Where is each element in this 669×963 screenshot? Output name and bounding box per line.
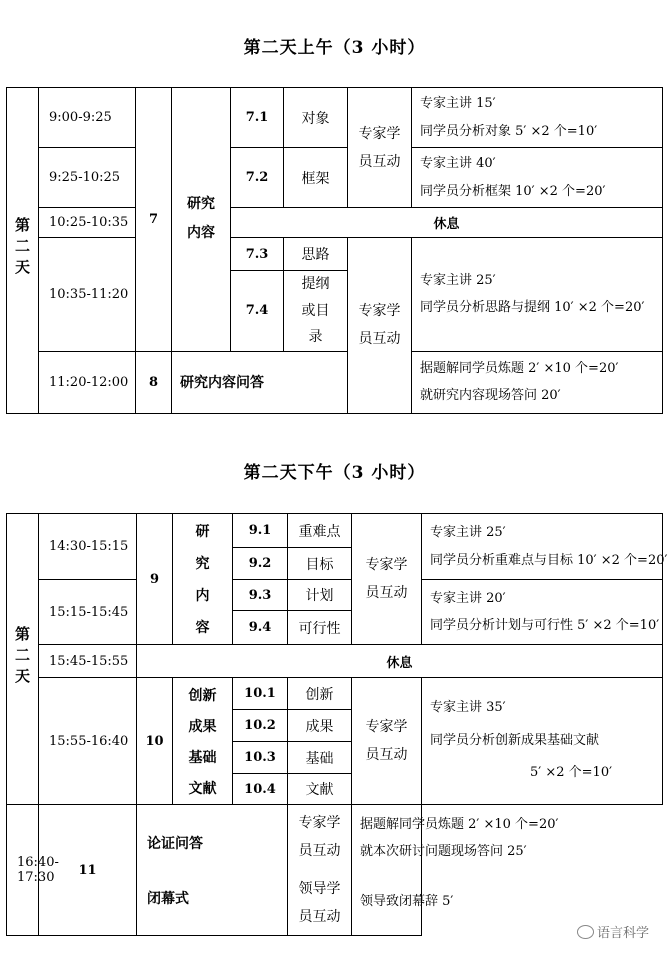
- session-topic: 论证问答 闭幕式: [137, 805, 288, 936]
- chat-bubble-icon: [577, 925, 594, 939]
- break-row: 休息: [231, 208, 663, 238]
- item-label: 计划: [288, 580, 352, 611]
- time-slot: 10:35-11:20: [39, 238, 136, 352]
- time-slot: 15:55-16:40: [39, 678, 137, 805]
- time-slot: 9:00-9:25: [39, 88, 136, 148]
- item-label: 基础: [288, 742, 352, 774]
- notes-cell: 据题解同学员炼题 2′ ×10 个=20′ 就研究内容现场答问 20′: [412, 351, 663, 413]
- session-number: 8: [136, 351, 172, 413]
- item-number: 9.3: [233, 580, 288, 611]
- mode-cell: 专家学员互动: [348, 88, 412, 208]
- item-number: 9.2: [233, 548, 288, 580]
- item-number: 7.2: [231, 148, 284, 208]
- item-label: 创新: [288, 678, 352, 710]
- session-topic: 研究 内容: [172, 88, 231, 352]
- notes-cell: 专家主讲 15′ 同学员分析对象 5′ ×2 个=10′: [412, 88, 663, 148]
- item-number: 9.1: [233, 514, 288, 548]
- item-label: 重难点: [288, 514, 352, 548]
- notes-cell: 专家主讲 20′ 同学员分析计划与可行性 5′ ×2 个=10′: [422, 580, 663, 645]
- session-number: 10: [137, 678, 173, 805]
- item-label: 提纲或目录: [284, 271, 348, 352]
- watermark: 语言科学: [577, 922, 649, 941]
- session-number: 11: [39, 805, 137, 936]
- time-slot: 10:25-10:35: [39, 208, 136, 238]
- time-slot: 16:40-17:30: [7, 805, 39, 936]
- time-slot: 15:15-15:45: [39, 580, 137, 645]
- item-label: 目标: [288, 548, 352, 580]
- time-slot: 11:20-12:00: [39, 351, 136, 413]
- item-label: 成果: [288, 710, 352, 742]
- item-number: 9.4: [233, 611, 288, 645]
- afternoon-schedule-table: [6, 513, 668, 936]
- morning-title: 第二天上午（3 小时）: [243, 38, 426, 58]
- item-number: 7.1: [231, 88, 284, 148]
- time-slot: 14:30-15:15: [39, 514, 137, 580]
- notes-cell: 据题解同学员炼题 2′ ×10 个=20′ 就本次研讨问题现场答问 25′ 领导致闭幕辞 5′: [352, 805, 422, 936]
- afternoon-title: 第二天下午（3 小时）: [243, 463, 426, 483]
- session-topic: 创新 成果 基础 文献: [173, 678, 233, 805]
- item-label: 可行性: [288, 611, 352, 645]
- item-number: 10.4: [233, 774, 288, 805]
- notes-cell: 专家主讲 40′ 同学员分析框架 10′ ×2 个=20′: [412, 148, 663, 208]
- notes-cell: 专家主讲 35′ 同学员分析创新成果基础文献 5′ ×2 个=10′: [422, 678, 663, 805]
- notes-cell: 专家主讲 25′ 同学员分析思路与提纲 10′ ×2 个=20′: [412, 238, 663, 352]
- time-slot: 9:25-10:25: [39, 148, 136, 208]
- mode-cell: 专家学员互动 领导学员互动: [288, 805, 352, 936]
- item-number: 7.4: [231, 271, 284, 352]
- time-slot: 15:45-15:55: [39, 645, 137, 678]
- session-topic: 研 究 内 容: [173, 514, 233, 645]
- session-number: 9: [137, 514, 173, 645]
- item-label: 对象: [284, 88, 348, 148]
- mode-cell: 专家学员互动: [348, 238, 412, 414]
- mode-cell: 专家学员互动: [352, 678, 422, 805]
- item-label: 框架: [284, 148, 348, 208]
- morning-schedule-table: [6, 87, 663, 414]
- break-row: 休息: [137, 645, 663, 678]
- item-label: 文献: [288, 774, 352, 805]
- session-topic: 研究内容问答: [172, 351, 348, 413]
- item-number: 10.3: [233, 742, 288, 774]
- mode-cell: 专家学员互动: [352, 514, 422, 645]
- morning-day-label: 第二天: [7, 88, 39, 414]
- item-number: 10.2: [233, 710, 288, 742]
- afternoon-day-label: 第二天: [7, 514, 39, 805]
- notes-cell: 专家主讲 25′ 同学员分析重难点与目标 10′ ×2 个=20′: [422, 514, 663, 580]
- item-label: 思路: [284, 238, 348, 271]
- session-number: 7: [136, 88, 172, 352]
- item-number: 10.1: [233, 678, 288, 710]
- item-number: 7.3: [231, 238, 284, 271]
